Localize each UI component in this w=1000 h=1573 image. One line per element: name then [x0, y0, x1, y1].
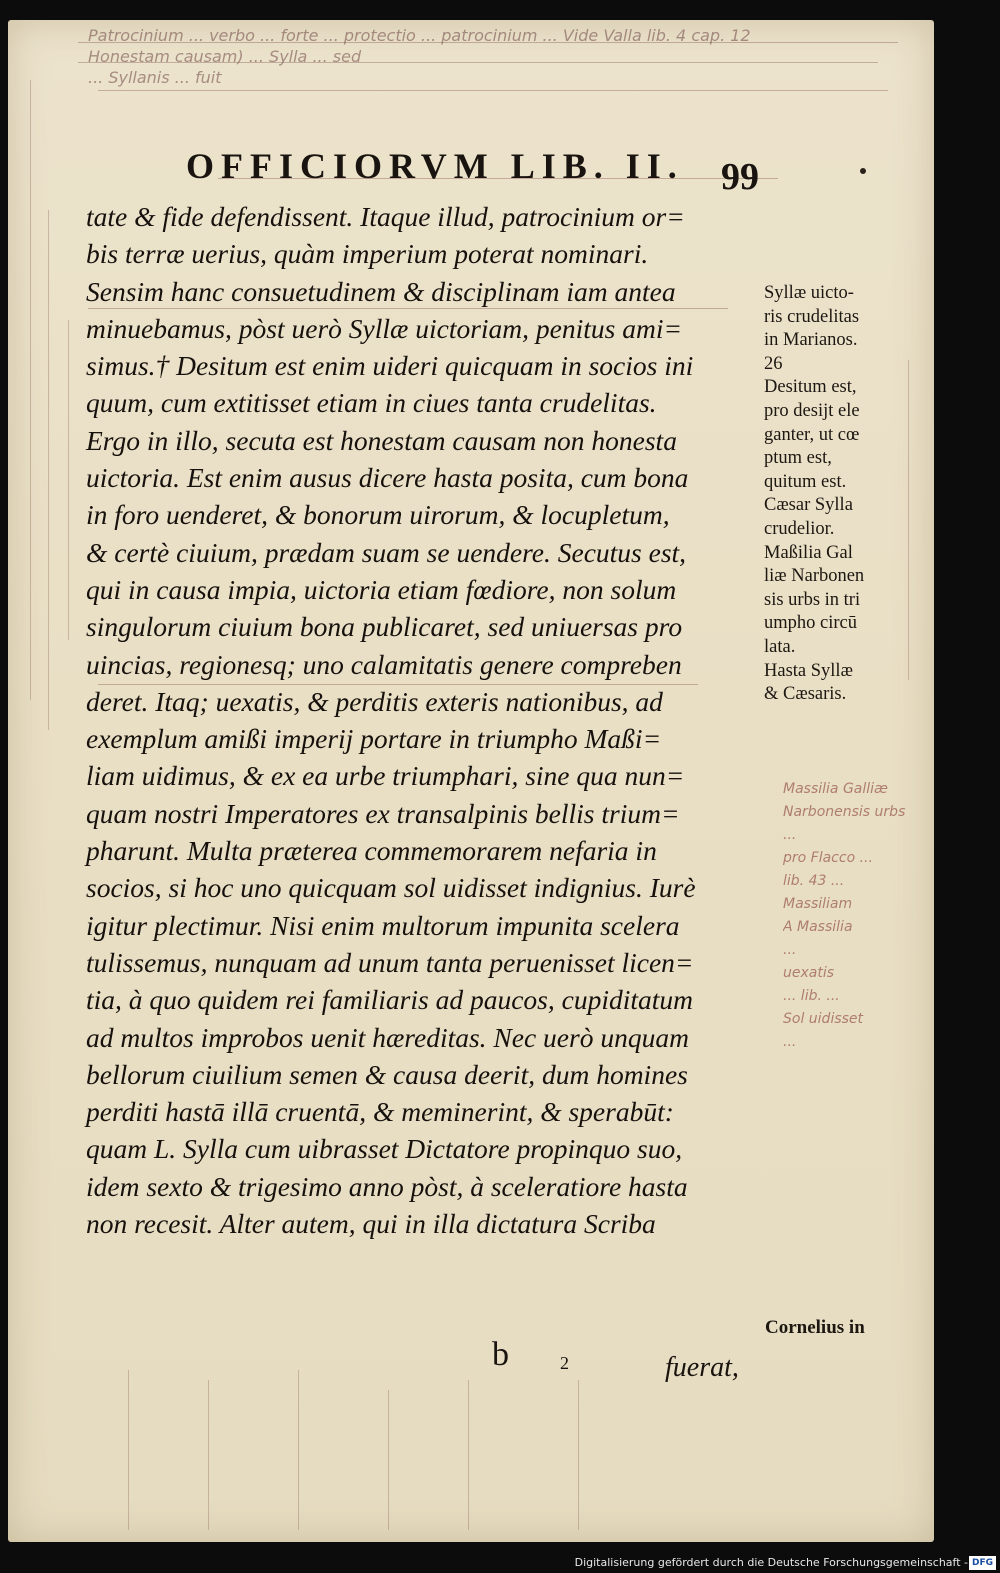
text-line: & certè ciuium, prædam suam se uendere. Secutus est, [86, 536, 687, 568]
margin-note-line: liæ Narbonen [764, 566, 865, 587]
margin-note-line: & Cæsaris. [764, 684, 847, 705]
margin-note-line: quitum est. [764, 471, 847, 492]
text-line: quam L. Sylla cum uibrasset Dictatore propinquo suo, [86, 1133, 683, 1165]
text-line: quam nostri Imperatores ex transalpinis bellis trium= [86, 797, 680, 829]
text-line: exemplum amißi imperij portare in triumpho Maßi= [86, 723, 662, 755]
margin-note-line: Cæsar Sylla [764, 495, 853, 516]
text-line: bis terræ uerius, quàm imperium poterat nominari. [86, 238, 649, 270]
margin-note-line: crudelior. [764, 518, 835, 539]
footer-text: Digitalisierung gefördert durch die Deutsche Forschungsgemeinschaft - [574, 1556, 968, 1569]
text-line: uictoria. Est enim ausus dicere hasta posita, cum bona [86, 462, 689, 494]
text-line: qui in causa impia, uictoria etiam fœdiore, non solum [86, 573, 677, 605]
text-line: deret. Itaq; uexatis, & perditis exteris nationibus, ad [86, 685, 663, 717]
margin-note-line: Maßilia Gal [764, 542, 853, 563]
text-line: Sensim hanc consuetudinem & disciplinam iam antea [86, 275, 676, 307]
margin-note-line: lata. [764, 636, 796, 657]
text-line: bellorum ciuilium semen & causa deerit, dum homines [86, 1058, 688, 1090]
text-line: ad multos improbos uenit hæreditas. Nec uerò unquam [86, 1021, 689, 1053]
margin-note-line: ris crudelitas [764, 306, 860, 327]
manuscript-margin-line: Narbonensis urbs [783, 804, 906, 820]
manuscript-header-notes [88, 25, 918, 88]
text-line: tulissemus, nunquam ad unum tanta peruenisset licen= [86, 946, 694, 978]
text-line: perditi hastā illā cruentā, & meminerint, & sperabūt: [86, 1096, 674, 1128]
manuscript-margin-line: Massilia Galliæ [783, 781, 888, 797]
margin-note-line: Desitum est, [764, 377, 857, 398]
text-line: igitur plectimur. Nisi enim multorum impunita scelera [86, 909, 680, 941]
manuscript-margin-line: uexatis [783, 965, 835, 981]
manuscript-margin-line: lib. 43 ... [783, 873, 845, 889]
book-page [8, 20, 934, 1542]
main-text [86, 198, 776, 1242]
margin-note-line: ganter, ut cœ [764, 424, 860, 445]
margin-note-line: ptum est, [764, 448, 832, 469]
text-line: tate & fide defendissent. Itaque illud, patrocinium or= [86, 201, 685, 232]
margin-note-cornelius: Cornelius in [765, 1317, 865, 1338]
text-line: non recesit. Alter autem, qui in illa dictatura Scriba [86, 1208, 656, 1240]
manuscript-margin-line: ... [783, 942, 797, 958]
manuscript-header-line: Honestam causam) ... Sylla ... sed [88, 47, 362, 66]
margin-note-line: sis urbs in tri [764, 589, 861, 610]
text-line: in foro uenderet, & bonorum uirorum, & locupletum, [86, 499, 670, 531]
catchword: fuerat, [665, 1352, 739, 1383]
margin-note-line: Hasta Syllæ [764, 660, 853, 681]
manuscript-margin-line: ... lib. ... [783, 988, 840, 1004]
manuscript-margin-line: Massiliam [783, 896, 853, 912]
text-line: simus.† Desitum est enim uideri quicquam in socios ini [86, 350, 694, 382]
text-line: tia, à quo quidem rei familiaris ad paucos, cupiditatum [86, 984, 694, 1016]
margin-note-line: umpho circū [764, 613, 857, 634]
margin-note-line: pro desijt ele [764, 400, 860, 421]
text-line: pharunt. Multa præterea commemorarem nefaria in [86, 835, 657, 867]
text-line: liam uidimus, & ex ea urbe triumphari, sine qua nun= [86, 760, 685, 792]
margin-note-line: 26 [764, 353, 783, 374]
manuscript-header-line: Patrocinium ... verbo ... forte ... protectio ... patrocinium ... Vide Valla lib. 4 cap. 12 [88, 26, 751, 45]
running-head: OFFICIORVM LIB. II. [186, 146, 684, 186]
text-line: singulorum ciuium bona publicaret, sed uniuersas pro [86, 611, 683, 643]
manuscript-header-line: ... Syllanis ... fuit [88, 68, 222, 87]
text-line: idem sexto & trigesimo anno pòst, à sceleratiore hasta [86, 1170, 688, 1202]
text-line: Ergo in illo, secuta est honestam causam non honesta [86, 424, 677, 456]
manuscript-margin-notes [783, 778, 933, 1054]
printed-margin-notes [764, 282, 924, 707]
margin-note-line: Syllæ uicto- [764, 283, 854, 303]
text-line: minuebamus, pòst uerò Syllæ uictoriam, penitus ami= [86, 312, 683, 344]
manuscript-margin-line: ... [783, 827, 797, 843]
manuscript-margin-line: pro Flacco ... [783, 850, 873, 866]
manuscript-margin-line: A Massilia [783, 919, 853, 935]
signature-number: 2 [560, 1353, 569, 1373]
ink-dot [860, 168, 866, 174]
text-line: uincias, regionesq; uno calamitatis genere compreben [86, 648, 682, 680]
text-line: quum, cum extitisset etiam in ciues tanta crudelitas. [86, 387, 657, 419]
text-line: socios, si hoc uno quicquam sol uidisset indignius. Iurè [86, 872, 696, 904]
signature-mark: b [492, 1336, 509, 1373]
folio-number: 99 [721, 156, 759, 198]
manuscript-margin-line: Sol uidisset [783, 1011, 864, 1027]
manuscript-margin-line: ... [783, 1034, 797, 1050]
dfg-logo: DFG [969, 1556, 996, 1570]
margin-note-line: in Marianos. [764, 330, 858, 351]
